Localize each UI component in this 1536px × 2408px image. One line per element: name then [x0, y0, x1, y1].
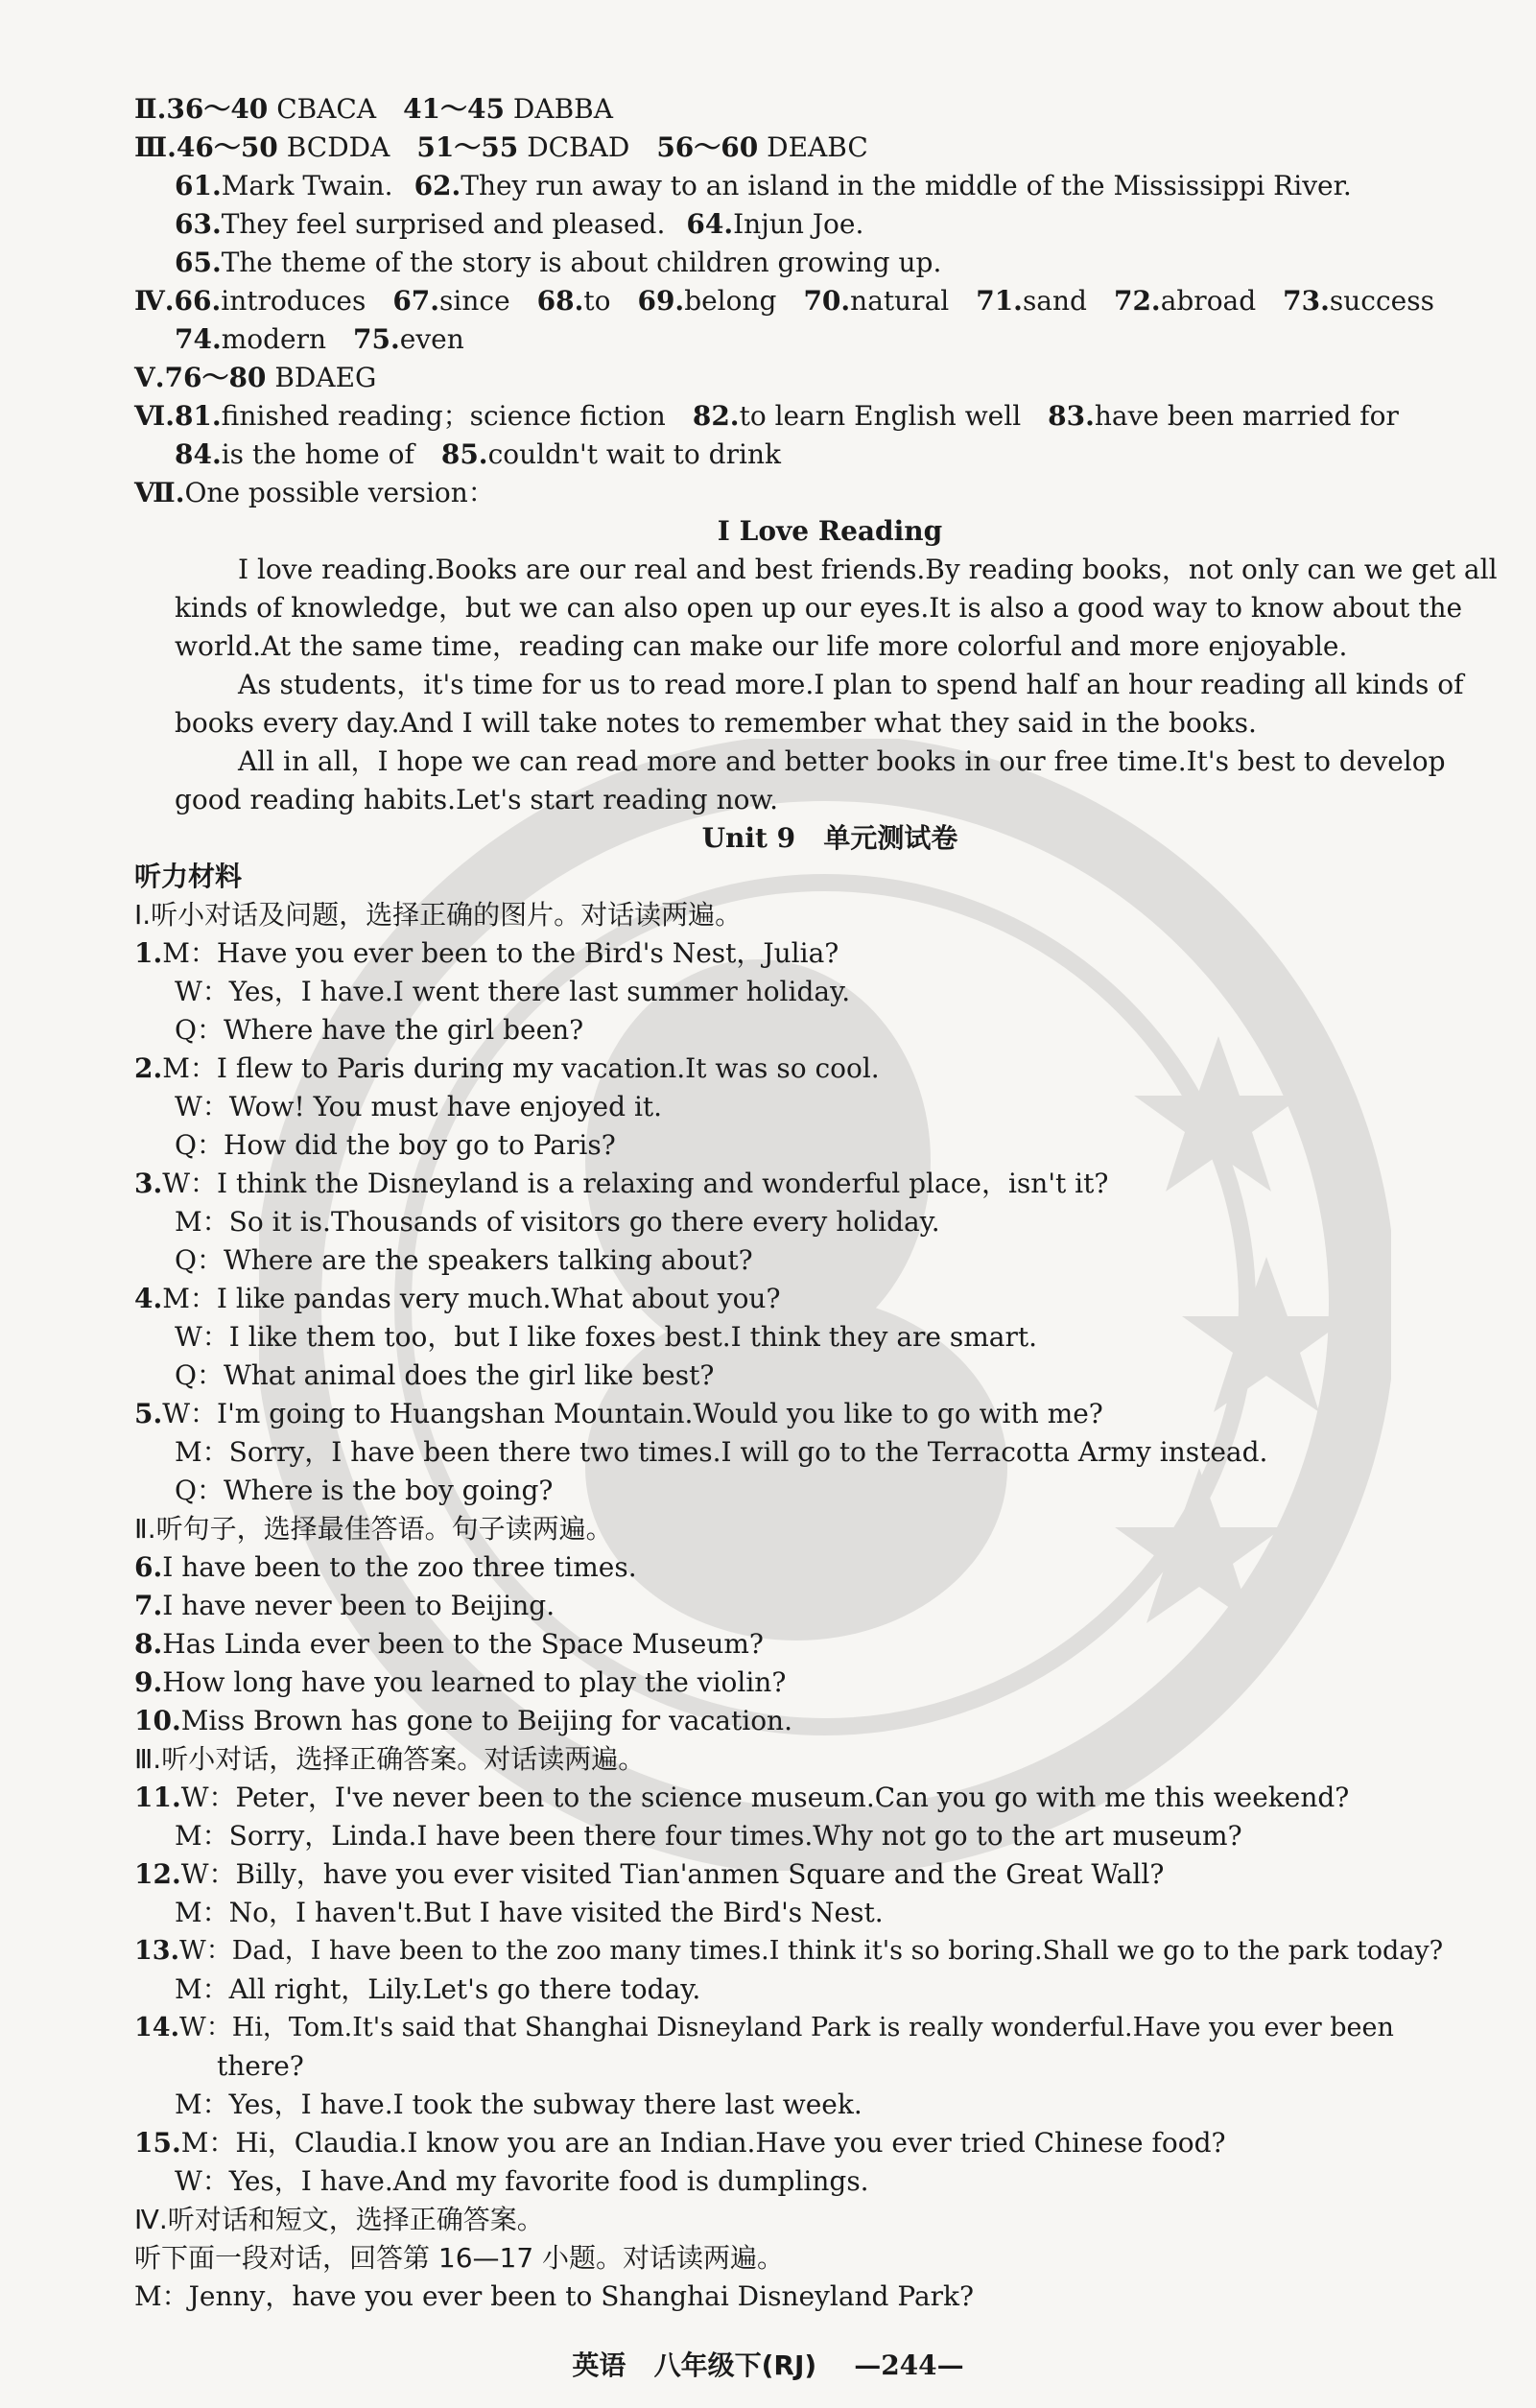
section-number: Ⅲ. — [134, 131, 177, 163]
answer-range: 46～50 — [176, 131, 278, 163]
answer-text: have been married for — [1094, 400, 1399, 432]
question-number: 75. — [353, 323, 400, 355]
answer-text: even — [399, 323, 464, 355]
answer-keys: DABBA — [512, 93, 613, 125]
answer-section-6-line2 — [175, 437, 781, 472]
question-number: 9. — [134, 1666, 163, 1698]
dialogue-line — [134, 1397, 1103, 1431]
page-number: —244— — [854, 2349, 964, 2381]
answer-keys: CBACA — [276, 93, 377, 125]
question-number: 82. — [692, 400, 740, 432]
dialogue-line: W：Yes，I have.I went there last summer holiday. — [175, 976, 851, 1007]
dialogue-text: W：I'm going to Huangshan Mountain.Would you like to go with me? — [162, 1398, 1103, 1429]
essay-line: books every day.And I will take notes to remember what they said in the books. — [175, 707, 1257, 739]
sentence-text: I have never been to Beijing. — [162, 1590, 555, 1621]
answer-text: to — [583, 285, 611, 317]
question-number: 81. — [174, 400, 222, 432]
dialogue-line: W：I like them too，but I like foxes best.I think they are smart. — [175, 1321, 1038, 1353]
answer-text: to learn English well — [739, 400, 1022, 432]
question-number: 10. — [134, 1705, 181, 1736]
dialogue-text: M：I like pandas very much.What about you? — [162, 1283, 781, 1314]
part-heading: Ⅳ.听对话和短文，选择正确答案。 — [134, 2204, 544, 2235]
dialogue-line: M：Sorry，Linda.I have been there four times.Why not go to the art museum? — [175, 1820, 1242, 1852]
listening-heading: 听力材料 — [134, 861, 243, 892]
answer-section-5 — [134, 361, 376, 395]
dialogue-line — [134, 1857, 1164, 1892]
answer-text: sand — [1022, 285, 1087, 317]
dialogue-line: M：Jenny，have you ever been to Shanghai Disneyland Park? — [134, 2280, 975, 2312]
essay-line: As students，it's time for us to read more.I plan to spend half an hour reading all kinds of — [238, 669, 1464, 700]
dialogue-line: Q：Where is the boy going? — [175, 1475, 554, 1506]
question-number: 3. — [134, 1168, 163, 1199]
question-number: 14. — [134, 2013, 179, 2042]
answer-range: 36～40 — [166, 93, 269, 125]
dialogue-text: M：Have you ever been to the Bird's Nest，Julia? — [162, 937, 839, 969]
answer-keys: DEABC — [767, 131, 868, 163]
dialogue-text: W：Billy，have you ever visited Tian'anmen Square and the Great Wall? — [180, 1858, 1165, 1890]
answer-section-3 — [134, 130, 868, 165]
question-number: 4. — [134, 1283, 163, 1314]
answer-text: couldn't wait to drink — [487, 438, 781, 470]
sentence-text: I have been to the zoo three times. — [162, 1551, 637, 1583]
question-number: 13. — [134, 1936, 179, 1966]
sentence-text: Miss Brown has gone to Beijing for vacation. — [180, 1705, 792, 1736]
dialogue-line — [134, 936, 839, 971]
sentence-line — [134, 1704, 792, 1738]
dialogue-line: M：So it is.Thousands of visitors go there every holiday. — [175, 1206, 940, 1238]
question-number: 63. — [175, 208, 222, 240]
question-number: 84. — [175, 438, 222, 470]
part-heading: Ⅰ.听小对话及问题，选择正确的图片。对话读两遍。 — [134, 899, 743, 931]
question-number: 11. — [134, 1782, 181, 1813]
dialogue-line — [134, 1934, 1443, 1969]
sentence-text: How long have you learned to play the violin? — [162, 1666, 787, 1698]
dialogue-line: Q：Where have the girl been? — [175, 1014, 584, 1046]
part-subheading: 听下面一段对话，回答第 16—17 小题。对话读两遍。 — [134, 2242, 785, 2274]
dialogue-line: W：Wow! You must have enjoyed it. — [175, 1091, 663, 1122]
answer-text: introduces — [221, 285, 366, 317]
footer-subject: 英语 — [572, 2349, 626, 2381]
question-number: 64. — [686, 208, 734, 240]
question-number: 5. — [134, 1398, 163, 1429]
dialogue-line: M：All right，Lily.Let's go there today. — [175, 1973, 701, 2005]
section-number: Ⅱ. — [134, 93, 167, 125]
essay-line: kinds of knowledge，but we can also open up our eyes.It is also a good way to know about the — [175, 592, 1463, 624]
dialogue-line: Q：What animal does the girl like best? — [175, 1359, 715, 1391]
answer-section-4-line1 — [134, 284, 1434, 319]
answer-section-7 — [134, 476, 495, 510]
page-footer — [0, 2349, 1536, 2383]
part-heading: Ⅲ.听小对话，选择正确答案。对话读两遍。 — [134, 1743, 646, 1775]
dialogue-line: M：Yes，I have.I took the subway there last week. — [175, 2089, 863, 2120]
dialogue-text: M：I flew to Paris during my vacation.It was so cool. — [162, 1052, 880, 1084]
question-number: 73. — [1283, 285, 1330, 317]
answer-range: 51～55 — [416, 131, 519, 163]
dialogue-text: W：I think the Disneyland is a relaxing and wonderful place，isn't it? — [162, 1168, 1109, 1199]
dialogue-line: Q：Where are the speakers talking about? — [175, 1244, 753, 1276]
dialogue-line: there? — [217, 2050, 304, 2082]
answer-text: belong — [684, 285, 777, 317]
question-number: 61. — [175, 170, 222, 201]
dialogue-line — [134, 1282, 780, 1316]
answer-text: Injun Joe. — [733, 208, 864, 240]
dialogue-text: M：Hi，Claudia.I know you are an Indian.Have you ever tried Chinese food? — [180, 2127, 1226, 2159]
unit-header — [0, 821, 1536, 856]
dialogue-line — [134, 2126, 1226, 2160]
question-number: 6. — [134, 1551, 163, 1583]
answer-keys: BCDDA — [286, 131, 390, 163]
essay-title: I Love Reading — [717, 515, 943, 547]
dialogue-line: M：Sorry，I have been there two times.I will go to the Terracotta Army instead. — [175, 1436, 1268, 1468]
answer-section-2 — [134, 92, 613, 127]
answer-text: abroad — [1160, 285, 1257, 317]
question-number: 67. — [392, 285, 440, 317]
answer-line-61-62 — [175, 169, 1352, 203]
dialogue-line: Q：How did the boy go to Paris? — [175, 1129, 616, 1161]
unit-subtitle: 单元测试卷 — [823, 822, 958, 854]
answer-range: 56～60 — [656, 131, 759, 163]
question-number: 7. — [134, 1590, 163, 1621]
answer-text: They run away to an island in the middle of the Mississippi River. — [461, 170, 1352, 201]
essay-line: world.At the same time，reading can make our life more colorful and more enjoyable. — [175, 630, 1348, 662]
section-number: Ⅴ. — [134, 362, 165, 393]
question-number: 62. — [414, 170, 461, 201]
question-number: 15. — [134, 2127, 181, 2159]
answer-keys: BDAEG — [274, 362, 377, 393]
question-number: 66. — [174, 285, 222, 317]
footer-grade: 八年级下(RJ) — [653, 2349, 817, 2381]
answer-line-63-64 — [175, 207, 863, 242]
sentence-line — [134, 1589, 555, 1623]
dialogue-line: M：No，I haven't.But I have visited the Bird's Nest. — [175, 1897, 884, 1928]
question-number: 83. — [1048, 400, 1095, 432]
dialogue-text: W：Hi，Tom.It's said that Shanghai Disneyland Park is really wonderful.Have you ever been — [178, 2013, 1394, 2042]
answer-keys: DCBAD — [527, 131, 630, 163]
question-number: 70. — [803, 285, 851, 317]
answer-text: They feel surprised and pleased. — [221, 208, 666, 240]
answer-text: is the home of — [221, 438, 414, 470]
question-number: 1. — [134, 937, 163, 969]
question-number: 2. — [134, 1052, 163, 1084]
answer-text: since — [439, 285, 510, 317]
question-number: 74. — [175, 323, 222, 355]
answer-range: 41～45 — [403, 93, 506, 125]
dialogue-text: W：Peter，I've never been to the science museum.Can you go with me this weekend? — [180, 1782, 1350, 1813]
dialogue-line — [134, 1051, 880, 1086]
answer-text: natural — [850, 285, 950, 317]
question-number: 72. — [1113, 285, 1161, 317]
question-number: 85. — [440, 438, 488, 470]
question-number: 68. — [536, 285, 584, 317]
section-number: Ⅵ. — [134, 400, 175, 432]
sentence-line — [134, 1627, 764, 1662]
question-number: 71. — [976, 285, 1023, 317]
dialogue-line — [134, 1167, 1108, 1201]
essay-line: good reading habits.Let's start reading now. — [175, 784, 779, 815]
sentence-line — [134, 1665, 786, 1700]
dialogue-line — [134, 2011, 1394, 2045]
answer-section-6-line1 — [134, 399, 1399, 434]
answer-text: success — [1329, 285, 1434, 317]
essay-line: All in all，I hope we can read more and better books in our free time.It's best to develop — [238, 745, 1446, 777]
answer-text: Mark Twain. — [221, 170, 393, 201]
sentence-text: Has Linda ever been to the Space Museum? — [162, 1628, 764, 1660]
part-heading: Ⅱ.听句子，选择最佳答语。句子读两遍。 — [134, 1513, 613, 1545]
answer-text: One possible version： — [184, 477, 495, 508]
unit-title: Unit 9 — [701, 822, 796, 854]
question-number: 69. — [637, 285, 685, 317]
answer-text: finished reading；science fiction — [221, 400, 666, 432]
answer-range: 76～80 — [164, 362, 267, 393]
answer-line-65 — [175, 246, 941, 280]
dialogue-line — [134, 1781, 1349, 1815]
answer-text: The theme of the story is about children growing up. — [221, 247, 942, 278]
answer-text: modern — [221, 323, 327, 355]
question-number: 12. — [134, 1858, 181, 1890]
dialogue-line: W：Yes，I have.And my favorite food is dumplings. — [175, 2165, 869, 2197]
section-number: Ⅳ. — [134, 285, 175, 317]
question-number: 8. — [134, 1628, 163, 1660]
dialogue-text: W：Dad，I have been to the zoo many times.I think it's so boring.Shall we go to the park today? — [178, 1936, 1444, 1966]
sentence-line — [134, 1550, 637, 1585]
question-number: 65. — [175, 247, 222, 278]
section-number: Ⅶ. — [134, 477, 185, 508]
essay-line: I love reading.Books are our real and best friends.By reading books，not only can we get all — [238, 554, 1498, 585]
answer-section-4-line2 — [175, 322, 464, 357]
